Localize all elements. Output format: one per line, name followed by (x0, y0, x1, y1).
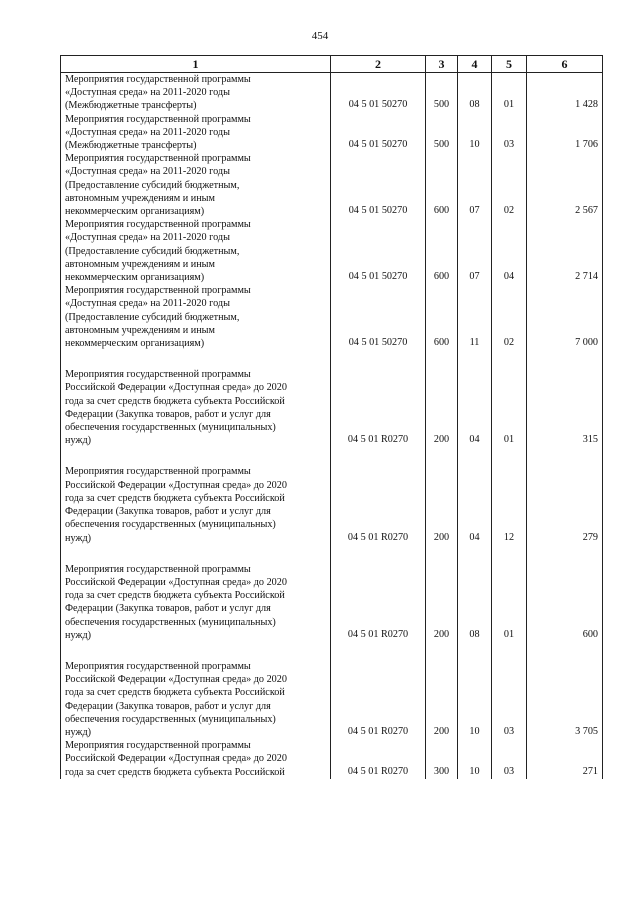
description-line: Федерации (Закупка товаров, работ и услуг для (65, 700, 271, 712)
spacer-cell (527, 447, 603, 465)
row-description (61, 739, 331, 779)
spacer-cell (61, 447, 331, 465)
row-section: 11 (458, 284, 492, 350)
row-amount: 2 567 (527, 152, 603, 218)
spacer-cell (527, 350, 603, 368)
spacer-cell (492, 545, 527, 563)
row-section: 08 (458, 73, 492, 113)
description-line: Российской Федерации «Доступная среда» до 2020 (65, 753, 287, 765)
description-line: Российской Федерации «Доступная среда» до 2020 (65, 382, 287, 394)
description-line: Мероприятия государственной программы (65, 153, 251, 165)
description-line: некоммерческим организациям) (65, 272, 205, 284)
row-amount: 7 000 (527, 284, 603, 350)
row-subsection: 01 (492, 368, 527, 447)
row-description (61, 368, 331, 447)
header-col-2: 2 (331, 56, 426, 73)
row-spacer (61, 350, 603, 368)
description-line: (Предоставление субсидий бюджетным, (65, 311, 240, 323)
spacer-cell (61, 545, 331, 563)
description-line: Мероприятия государственной программы (65, 369, 251, 381)
table-header-row (61, 56, 603, 73)
row-expense-type: 200 (426, 465, 458, 544)
description-line: «Доступная среда» на 2011-2020 годы (65, 232, 230, 244)
spacer-cell (492, 350, 527, 368)
header-col-4: 4 (458, 56, 492, 73)
description-line: Российской Федерации «Доступная среда» до 2020 (65, 479, 287, 491)
row-description (61, 465, 331, 544)
row-expense-type: 600 (426, 284, 458, 350)
description-line: года за счет средств бюджета субъекта Российской (65, 766, 285, 778)
row-subsection: 01 (492, 73, 527, 113)
row-target-code: 04 5 01 50270 (331, 284, 426, 350)
description-line: года за счет средств бюджета субъекта Российской (65, 492, 285, 504)
description-line: автономным учреждениям и иным (65, 324, 215, 336)
spacer-cell (331, 545, 426, 563)
row-description (61, 73, 331, 113)
row-subsection: 01 (492, 563, 527, 642)
spacer-cell (331, 642, 426, 660)
row-description (61, 152, 331, 218)
header-col-1: 1 (61, 56, 331, 73)
row-amount: 3 705 (527, 660, 603, 739)
spacer-cell (458, 642, 492, 660)
description-line: нужд) (65, 435, 92, 447)
header-col-6: 6 (527, 56, 603, 73)
row-expense-type: 200 (426, 368, 458, 447)
row-subsection: 02 (492, 284, 527, 350)
row-amount: 1 706 (527, 113, 603, 153)
description-line: Мероприятия государственной программы (65, 660, 251, 672)
table-body (61, 73, 603, 780)
row-target-code: 04 5 01 50270 (331, 113, 426, 153)
budget-table-sheet (60, 55, 602, 780)
row-target-code: 04 5 01 50270 (331, 218, 426, 284)
table-row (61, 73, 603, 113)
spacer-cell (492, 447, 527, 465)
table-row (61, 152, 603, 218)
row-amount: 1 428 (527, 73, 603, 113)
description-line: Мероприятия государственной программы (65, 285, 251, 297)
row-expense-type: 200 (426, 563, 458, 642)
spacer-cell (458, 447, 492, 465)
row-expense-type: 600 (426, 152, 458, 218)
row-subsection: 03 (492, 660, 527, 739)
spacer-cell (61, 350, 331, 368)
row-expense-type: 200 (426, 660, 458, 739)
header-col-5: 5 (492, 56, 527, 73)
row-section: 04 (458, 368, 492, 447)
row-subsection: 12 (492, 465, 527, 544)
row-section: 10 (458, 739, 492, 779)
description-line: обеспечения государственных (муниципальных) (65, 713, 276, 725)
row-expense-type: 300 (426, 739, 458, 779)
description-line: Мероприятия государственной программы (65, 466, 251, 478)
row-subsection: 02 (492, 152, 527, 218)
spacer-cell (61, 642, 331, 660)
description-line: Федерации (Закупка товаров, работ и услуг для (65, 603, 271, 615)
spacer-cell (458, 350, 492, 368)
row-section: 04 (458, 465, 492, 544)
description-line: нужд) (65, 726, 92, 738)
row-target-code: 04 5 01 R0270 (331, 660, 426, 739)
description-line: года за счет средств бюджета субъекта Российской (65, 395, 285, 407)
description-line: Мероприятия государственной программы (65, 740, 251, 752)
description-line: Мероприятия государственной программы (65, 74, 251, 85)
row-section: 07 (458, 152, 492, 218)
description-line: Мероприятия государственной программы (65, 219, 251, 231)
description-line: «Доступная среда» на 2011-2020 годы (65, 298, 230, 310)
description-line: Мероприятия государственной программы (65, 113, 251, 125)
spacer-cell (426, 350, 458, 368)
row-description (61, 218, 331, 284)
description-line: обеспечения государственных (муниципальных) (65, 616, 276, 628)
row-section: 10 (458, 660, 492, 739)
page-number: 454 (311, 30, 329, 42)
row-description (61, 284, 331, 350)
row-target-code: 04 5 01 R0270 (331, 465, 426, 544)
row-subsection: 03 (492, 113, 527, 153)
spacer-cell (426, 545, 458, 563)
description-line: (Предоставление субсидий бюджетным, (65, 179, 240, 191)
row-amount: 2 714 (527, 218, 603, 284)
table-row (61, 113, 603, 153)
description-line: автономным учреждениям и иным (65, 192, 215, 204)
budget-table (60, 55, 603, 780)
spacer-cell (492, 642, 527, 660)
row-amount: 271 (527, 739, 603, 779)
row-amount: 279 (527, 465, 603, 544)
description-line: (Предоставление субсидий бюджетным, (65, 245, 240, 257)
spacer-cell (527, 545, 603, 563)
header-col-3: 3 (426, 56, 458, 73)
description-line: «Доступная среда» на 2011-2020 годы (65, 166, 230, 178)
description-line: Федерации (Закупка товаров, работ и услуг для (65, 506, 271, 518)
spacer-cell (458, 545, 492, 563)
spacer-cell (527, 642, 603, 660)
spacer-cell (426, 447, 458, 465)
description-line: (Межбюджетные трансферты) (65, 100, 197, 112)
row-section: 08 (458, 563, 492, 642)
row-subsection: 03 (492, 739, 527, 779)
description-line: некоммерческим организациям) (65, 338, 205, 350)
description-line: (Межбюджетные трансферты) (65, 140, 197, 152)
row-description (61, 563, 331, 642)
row-spacer (61, 545, 603, 563)
row-expense-type: 600 (426, 218, 458, 284)
row-section: 10 (458, 113, 492, 153)
description-line: года за счет средств бюджета субъекта Российской (65, 687, 285, 699)
table-row (61, 465, 603, 544)
row-spacer (61, 642, 603, 660)
description-line: года за счет средств бюджета субъекта Российской (65, 590, 285, 602)
description-line: обеспечения государственных (муниципальных) (65, 422, 276, 434)
description-line: «Доступная среда» на 2011-2020 годы (65, 126, 230, 138)
description-line: нужд) (65, 532, 92, 544)
row-target-code: 04 5 01 R0270 (331, 563, 426, 642)
table-row (61, 739, 603, 779)
table-row (61, 563, 603, 642)
table-row (61, 660, 603, 739)
table-row (61, 218, 603, 284)
spacer-cell (426, 642, 458, 660)
description-line: автономным учреждениям и иным (65, 258, 215, 270)
description-line: нужд) (65, 629, 92, 641)
description-line: Мероприятия государственной программы (65, 563, 251, 575)
row-target-code: 04 5 01 R0270 (331, 368, 426, 447)
row-target-code: 04 5 01 50270 (331, 152, 426, 218)
row-section: 07 (458, 218, 492, 284)
row-target-code: 04 5 01 50270 (331, 73, 426, 113)
row-amount: 600 (527, 563, 603, 642)
description-line: «Доступная среда» на 2011-2020 годы (65, 87, 230, 99)
row-spacer (61, 447, 603, 465)
description-line: некоммерческим организациям) (65, 206, 205, 218)
table-row (61, 284, 603, 350)
table-row (61, 368, 603, 447)
row-expense-type: 500 (426, 73, 458, 113)
row-amount: 315 (527, 368, 603, 447)
row-expense-type: 500 (426, 113, 458, 153)
description-line: обеспечения государственных (муниципальных) (65, 519, 276, 531)
description-line: Федерации (Закупка товаров, работ и услуг для (65, 408, 271, 420)
row-description (61, 113, 331, 153)
spacer-cell (331, 447, 426, 465)
description-line: Российской Федерации «Доступная среда» до 2020 (65, 576, 287, 588)
spacer-cell (331, 350, 426, 368)
row-target-code: 04 5 01 R0270 (331, 739, 426, 779)
row-subsection: 04 (492, 218, 527, 284)
row-description (61, 660, 331, 739)
description-line: Российской Федерации «Доступная среда» до 2020 (65, 674, 287, 686)
